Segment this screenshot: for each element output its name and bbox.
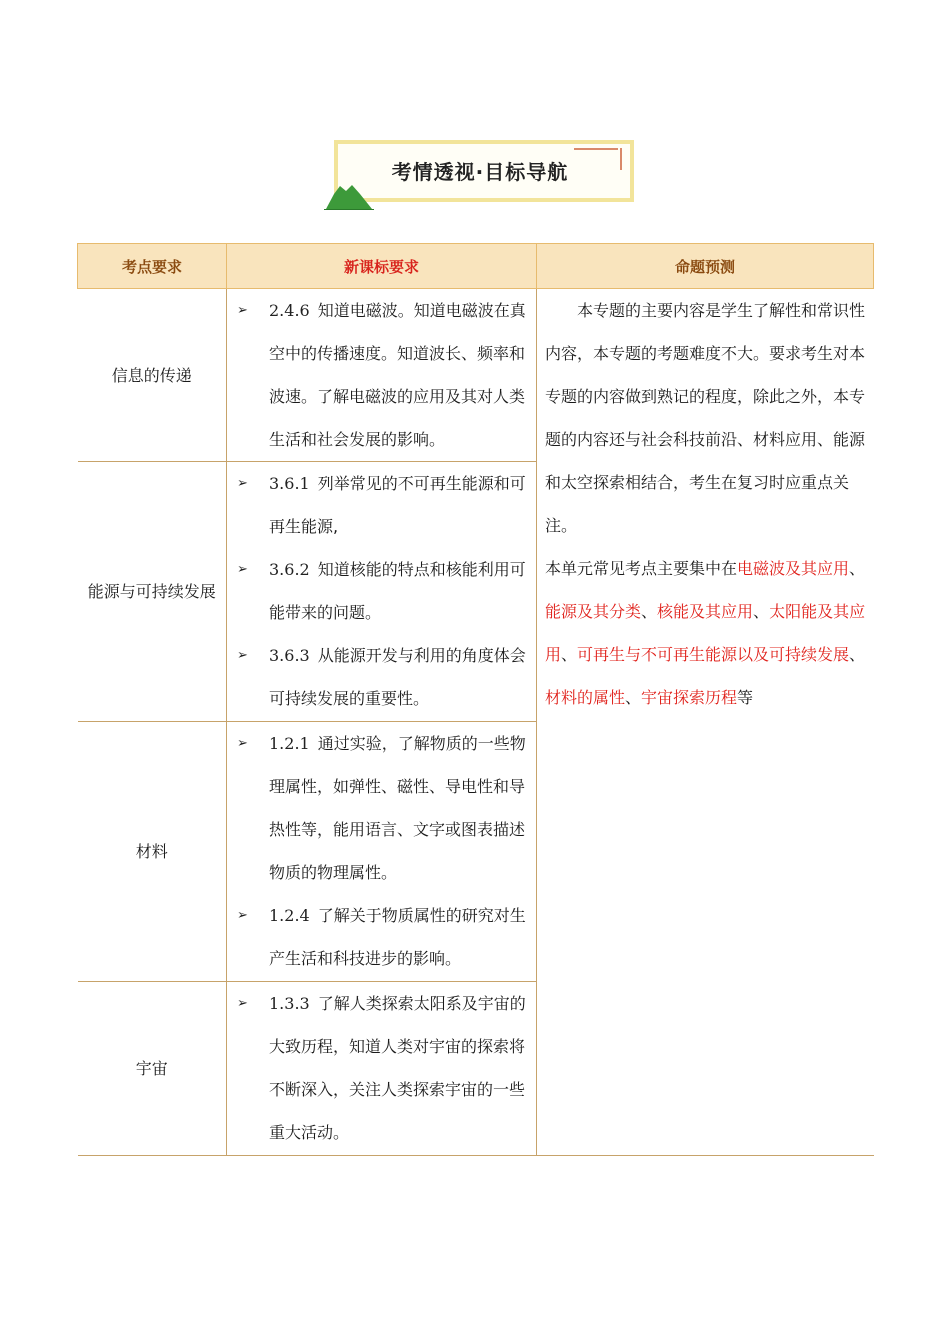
key-point: 能源及其分类 — [545, 602, 642, 621]
arrow-bullet-icon: ➢ — [237, 303, 248, 318]
key-point: 材料的属性 — [545, 688, 626, 707]
table-row — [78, 289, 874, 462]
topic-cell: 材料 — [78, 722, 227, 982]
item-text: 了解人类探索太阳系及宇宙的大致历程，知道人类对宇宙的探索将不断深入，关注人类探索宇宙的一些重大活动。 — [269, 994, 526, 1142]
header-prediction: 命题预测 — [537, 244, 874, 289]
list-item — [237, 634, 530, 720]
item-text: 知道核能的特点和核能利用可能带来的问题。 — [269, 560, 526, 622]
key-point: 核能及其应用 — [657, 602, 754, 621]
item-number: 3.6.3 — [269, 646, 310, 665]
list-item — [237, 548, 530, 634]
arrow-bullet-icon: ➢ — [237, 996, 248, 1011]
item-number: 1.2.1 — [269, 734, 310, 753]
arrow-bullet-icon: ➢ — [237, 476, 248, 491]
prediction-cell — [537, 289, 874, 1156]
prediction-key-points: 本单元常见考点主要集中在电磁波及其应用、能源及其分类、核能及其应用、太阳能及其应用、可再生与不可再生能源以及可持续发展、材料的属性、宇宙探索历程等 — [545, 559, 866, 707]
item-text: 通过实验，了解物质的一些物理属性，如弹性、磁性、导电性和导热性等，能用语言、文字或图表描述物质的物理属性。 — [269, 734, 526, 882]
list-item — [237, 462, 530, 548]
header-topic: 考点要求 — [78, 244, 227, 289]
item-number: 3.6.2 — [269, 560, 310, 579]
topic-cell: 信息的传递 — [78, 289, 227, 462]
banner-title: 考情透视·目标导航 — [391, 160, 569, 184]
item-text: 列举常见的不可再生能源和可再生能源, — [269, 474, 526, 536]
arrow-bullet-icon: ➢ — [237, 736, 248, 751]
item-number: 2.4.6 — [269, 301, 310, 320]
header-standard: 新课标要求 — [227, 244, 537, 289]
standard-cell — [227, 462, 537, 722]
list-item — [237, 289, 530, 461]
arrow-bullet-icon: ➢ — [237, 908, 248, 923]
standard-cell — [227, 982, 537, 1156]
item-number: 1.2.4 — [269, 906, 310, 925]
key-point: 宇宙探索历程 — [641, 688, 738, 707]
prediction-paragraph: 本专题的主要内容是学生了解性和常识性内容，本专题的考题难度不大。要求考生对本专题的内容做到熟记的程度，除此之外，本专题的内容还与社会科技前沿、材料应用、能源和太空探索相结合，考生在复习时应重点关注。 — [545, 301, 866, 535]
item-text: 了解关于物质属性的研究对生产生活和科技进步的影响。 — [269, 906, 526, 968]
table-header-row — [78, 244, 874, 289]
standard-cell — [227, 722, 537, 982]
standard-cell — [227, 289, 537, 462]
item-number: 1.3.3 — [269, 994, 310, 1013]
key-point: 太阳能及其应用 — [545, 602, 866, 664]
topic-cell: 宇宙 — [78, 982, 227, 1156]
key-point: 电磁波及其应用 — [737, 559, 850, 578]
arrow-bullet-icon: ➢ — [237, 648, 248, 663]
arrow-bullet-icon: ➢ — [237, 562, 248, 577]
item-text: 从能源开发与利用的角度体会可持续发展的重要性。 — [269, 646, 526, 708]
mountain-icon — [324, 182, 374, 210]
list-item — [237, 722, 530, 894]
item-number: 3.6.1 — [269, 474, 310, 493]
key-point: 可再生与不可再生能源以及可持续发展 — [577, 645, 850, 664]
list-item — [237, 894, 530, 980]
section-banner — [324, 140, 636, 210]
topic-cell: 能源与可持续发展 — [78, 462, 227, 722]
item-text: 知道电磁波。知道电磁波在真空中的传播速度。知道波长、频率和波速。了解电磁波的应用及其对人类生活和社会发展的影响。 — [269, 301, 526, 449]
list-item — [237, 982, 530, 1154]
exam-requirements-table — [77, 243, 874, 1156]
banner-decor-line — [574, 148, 618, 150]
